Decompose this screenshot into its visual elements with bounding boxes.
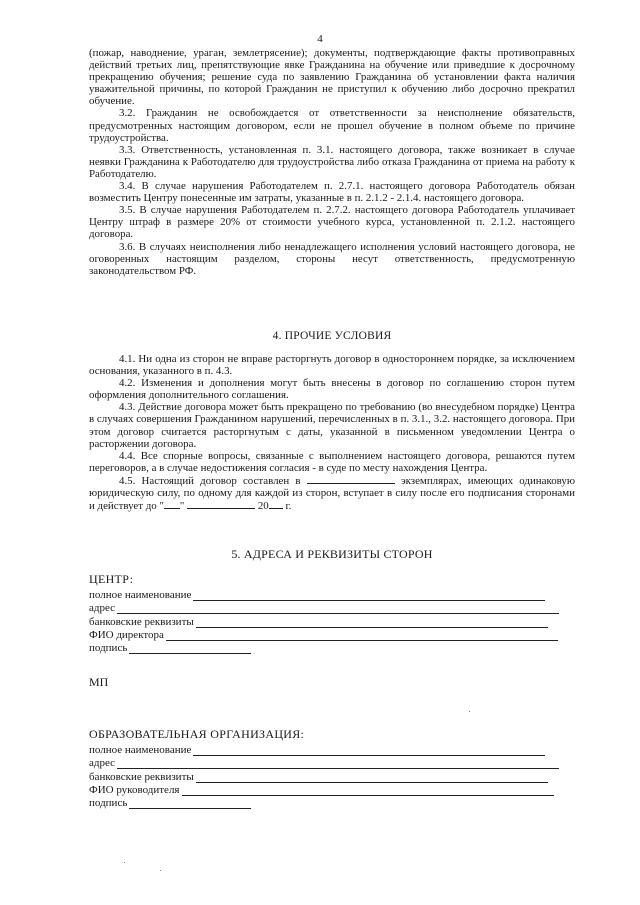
center-requisites [89, 572, 575, 654]
field-label: адрес [89, 757, 116, 770]
copies-blank[interactable] [307, 474, 395, 484]
field-label: подпись [89, 796, 128, 809]
center-title: ЦЕНТР: [89, 572, 134, 586]
paragraph-4-1: 4.1. Ни одна из сторон не вправе расторгнуть договор в одностороннем порядке, за исключением основания, указанного в п. 4.3. [89, 353, 575, 378]
org-signature-line[interactable] [129, 799, 251, 809]
field-label: подпись [89, 641, 128, 654]
paragraph-3-3: 3.3. Ответственность, установленная п. 3.1. настоящего договора, также возникает в случае неявки Гражданина к Работодателю для трудоустройства либо отказа Гражданина от приема на работу к Работодателю. [89, 143, 575, 180]
field-label: банковские реквизиты [89, 770, 194, 783]
center-signature-line[interactable] [129, 644, 251, 654]
section5 [89, 548, 575, 560]
paragraph-4-2: 4.2. Изменения и дополнения могут быть внесены в договор по соглашению сторон путем оформления дополнительного соглашения. [89, 377, 575, 402]
field-label: полное наименование [89, 744, 192, 757]
day-blank[interactable] [164, 499, 180, 509]
month-blank[interactable] [187, 499, 255, 509]
p45-part5: г. [285, 500, 292, 513]
section3-body [89, 47, 575, 277]
org-field-address [89, 756, 575, 769]
p45-part3: " [179, 500, 185, 513]
scan-speck [160, 870, 161, 871]
center-field-signature [89, 641, 575, 654]
scan-speck [469, 711, 470, 712]
org-bank-line[interactable] [196, 773, 548, 783]
center-bank-line[interactable] [196, 618, 548, 628]
section5-heading: 5. АДРЕСА И РЕКВИЗИТЫ СТОРОН [231, 547, 433, 561]
field-label: банковские реквизиты [89, 615, 194, 628]
paragraph-3-4: 3.4. В случае нарушения Работодателем п. 2.7.1. настоящего договора Работодатель обязан возместить Центру понесенные им затраты, указанные в п. 2.1.2 - 2.1.4. настоящего договора. [89, 180, 575, 205]
paragraph-3-6: 3.6. В случаях неисполнения либо ненадлежащего исполнения условий настоящего договора, не оговоренных настоящим разделом, стороны несут ответственность, предусмотренную законодательством РФ. [89, 240, 575, 277]
paragraph-4-5 [89, 474, 575, 512]
org-field-name [89, 743, 575, 756]
scan-speck [124, 862, 125, 863]
paragraph-3-1-cont: (пожар, наводнение, ураган, землетрясение); документы, подтверждающие факты противоправных действий третьих лиц, препятствующие явке Гражданина на обучение или приведшие к досрочному прекращению обучения; решение суда по заявлению Гражданина об установлении факта наличия уважительной причины, по которой Гражданин не приступил к обучению либо досрочно прекратил обучение. [89, 47, 575, 108]
field-label: ФИО директора [89, 628, 164, 641]
center-field-address [89, 601, 575, 614]
p45-part4: 20 [257, 500, 269, 513]
section4 [89, 330, 575, 342]
org-requisites [89, 727, 575, 809]
center-address-line[interactable] [117, 604, 559, 614]
center-field-name [89, 588, 575, 601]
section4-heading: 4. ПРОЧИЕ УСЛОВИЯ [272, 330, 392, 342]
org-address-line[interactable] [117, 759, 559, 769]
org-title: ОБРАЗОВАТЕЛЬНАЯ ОРГАНИЗАЦИЯ: [89, 727, 305, 741]
section4-body [89, 353, 575, 512]
field-label: полное наименование [89, 589, 192, 602]
field-label: адрес [89, 602, 116, 615]
paragraph-4-4: 4.4. Все спорные вопросы, связанные с выполнением настоящего договора, решаются путем переговоров, а в случае недостижения согласия - в суде по месту нахождения Центра. [89, 449, 575, 474]
p45-part1: 4.5. Настоящий договор составлен в [119, 474, 301, 487]
org-name-line[interactable] [193, 746, 545, 756]
center-director-line[interactable] [166, 631, 558, 641]
center-field-bank [89, 614, 575, 627]
org-field-head [89, 783, 575, 796]
org-field-signature [89, 796, 575, 809]
p45-part2: экземплярах, имеющих одинаковую юридическую силу, по одному для каждой из сторон, вступает в силу после его подписания сторонами и действует до " [89, 474, 575, 513]
org-head-line[interactable] [182, 786, 554, 796]
field-label: ФИО руководителя [89, 783, 180, 796]
year-blank[interactable] [269, 499, 283, 509]
center-name-line[interactable] [193, 591, 545, 601]
paragraph-3-2: 3.2. Гражданин не освобождается от ответственности за неисполнение обязательств, предусмотренных настоящим договором, если не прошел обучение в полном объеме по причине трудоустройства. [89, 107, 575, 144]
paragraph-4-3: 4.3. Действие договора может быть прекращено по требованию (во внесудебном порядке) Центра в случаях совершения Гражданином нарушений, перечисленных в п. 3.1., 3.2. настоящего договора. При этом договор считается расторгнутым с даты, указанной в письменном уведомлении Центра о расторжении договора. [89, 401, 575, 450]
org-field-bank [89, 769, 575, 782]
center-field-director [89, 628, 575, 641]
stamp-label: МП [89, 675, 109, 689]
page-number: 4 [317, 33, 323, 45]
paragraph-3-5: 3.5. В случае нарушения Работодателем п. 2.7.2. настоящего договора Работодатель уплачивает Центру штраф в размере 20% от стоимости учебного курса, установленной п. 2.1.2. настоящего договора. [89, 204, 575, 241]
